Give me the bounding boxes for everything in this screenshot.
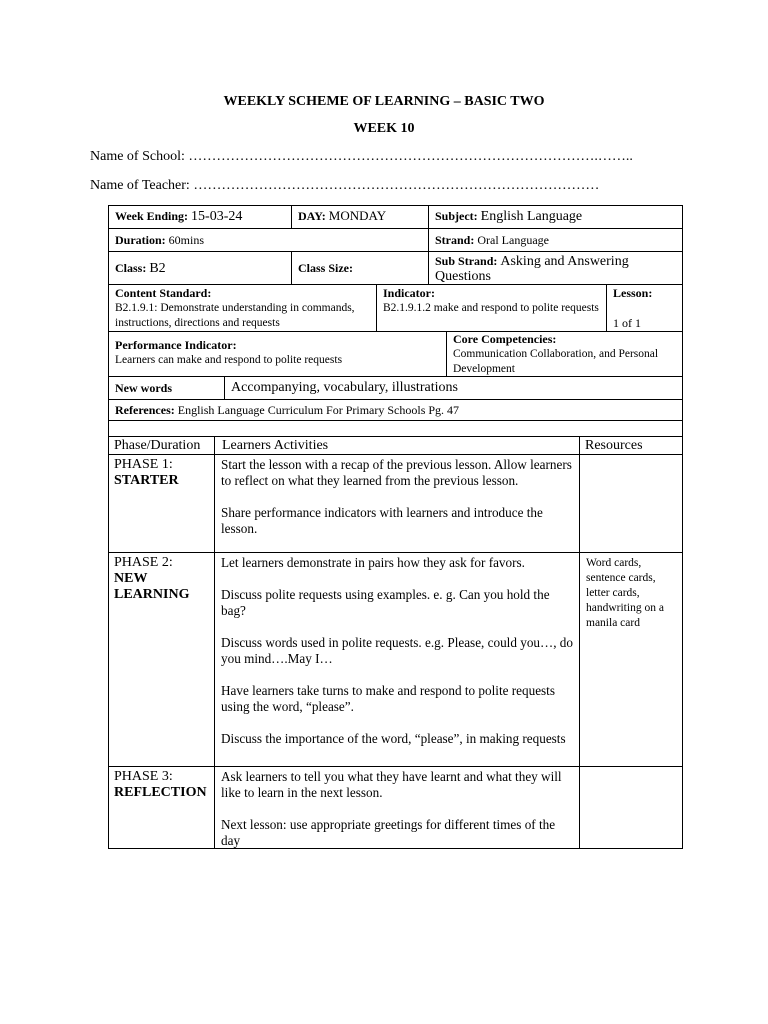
activity-paragraph: Discuss the importance of the word, “please”, in making requests (221, 731, 566, 746)
phase-2-number: PHASE 2: (114, 555, 173, 570)
core-competencies-label: Core Competencies: (453, 332, 557, 346)
class-size-cell (291, 251, 429, 285)
phase-2-activities (214, 552, 580, 767)
new-words-label: New words (115, 381, 172, 395)
week-ending-label: Week Ending: (115, 209, 189, 223)
spacer-row (108, 420, 683, 437)
strand-cell (428, 228, 683, 252)
phase-3-cell (108, 766, 215, 849)
performance-indicator-cell (108, 331, 447, 377)
subject-cell (428, 205, 683, 229)
phase-1-resources (579, 454, 683, 553)
class-cell (108, 251, 292, 285)
phase-2-cell (108, 552, 215, 767)
phase-1-number: PHASE 1: (114, 457, 173, 472)
phase-3-number: PHASE 3: (114, 769, 173, 784)
lesson-cell (606, 284, 683, 332)
teacher-name-line: Name of Teacher: …………………………………………………………………………… (90, 178, 600, 193)
indicator-cell (376, 284, 607, 332)
activity-paragraph: Let learners demonstrate in pairs how they ask for favors. (221, 555, 525, 570)
content-standard-label: Content Standard: (115, 286, 212, 300)
activity-paragraph: Discuss polite requests using examples. e. g. Can you hold the bag? (221, 587, 550, 618)
class-size-label: Class Size: (298, 261, 353, 275)
references-value: English Language Curriculum For Primary Schools Pg. 47 (177, 403, 460, 417)
duration-label: Duration: (115, 233, 166, 247)
performance-indicator-label: Performance Indicator: (115, 338, 237, 352)
content-standard-cell (108, 284, 377, 332)
phase-3-activities (214, 766, 580, 849)
day-value: MONDAY (328, 208, 387, 223)
activities-header: Learners Activities (214, 436, 580, 455)
resources-header: Resources (579, 436, 683, 455)
subject-label: Subject: (435, 209, 478, 223)
subject-value: English Language (480, 209, 583, 224)
activity-paragraph: Discuss words used in polite requests. e.g. Please, could you…, do you mind….May I… (221, 635, 573, 666)
lesson-label: Lesson: (613, 286, 653, 300)
week-title: WEEK 10 (353, 121, 415, 136)
strand-label: Strand: (435, 233, 475, 247)
duration-value: 60mins (168, 233, 205, 247)
phase-2-name: NEW LEARNING (114, 571, 190, 602)
activity-paragraph: Ask learners to tell you what they have learnt and what they will like to learn in the next lesson. (221, 769, 562, 800)
class-value: B2 (149, 261, 166, 276)
phase-1-name: STARTER (114, 473, 179, 488)
sub-strand-label: Sub Strand: (435, 254, 498, 268)
references-cell (108, 399, 683, 421)
day-label: DAY: (298, 209, 326, 223)
indicator-value: B2.1.9.1.2 make and respond to polite requests (383, 302, 599, 314)
phase-3-resources (579, 766, 683, 849)
activity-paragraph: Have learners take turns to make and respond to polite requests using the word, “please”. (221, 683, 555, 714)
content-standard-value: B2.1.9.1: Demonstrate understanding in commands, instructions, directions and requests (115, 302, 355, 329)
indicator-label: Indicator: (383, 286, 435, 300)
sub-strand-value: Asking and Answering Questions (435, 254, 629, 284)
week-ending-cell (108, 205, 292, 229)
school-name-line: Name of School: …………………………………………………………………………….…….. (90, 149, 633, 164)
new-words-value: Accompanying, vocabulary, illustrations (231, 380, 458, 395)
core-competencies-value: Communication Collaboration, and Personal Development (453, 348, 659, 375)
lesson-value: 1 of 1 (613, 316, 641, 330)
activity-paragraph: Share performance indicators with learners and introduce the lesson. (221, 505, 543, 536)
phase-1-cell (108, 454, 215, 553)
phase-3-name: REFLECTION (114, 785, 207, 800)
phase-2-resources: Word cards, sentence cards, letter cards, handwriting on a manila card (579, 552, 683, 767)
new-words-label-cell (108, 376, 225, 400)
phase-header: Phase/Duration (108, 436, 215, 455)
activity-paragraph: Start the lesson with a recap of the previous lesson. Allow learners to reflect on what they learned from the previous lesson. (221, 457, 572, 488)
duration-cell (108, 228, 429, 252)
strand-value: Oral Language (477, 233, 549, 247)
activity-paragraph: Next lesson: use appropriate greetings for different times of the day (221, 817, 556, 848)
class-label: Class: (115, 261, 147, 275)
phase-1-activities (214, 454, 580, 553)
week-ending-value: 15-03-24 (191, 209, 243, 224)
document-title: WEEKLY SCHEME OF LEARNING – BASIC TWO (223, 94, 545, 109)
sub-strand-cell (428, 251, 683, 285)
performance-indicator-value: Learners can make and respond to polite requests (115, 354, 343, 366)
new-words-value-cell (224, 376, 683, 400)
core-competencies-cell (446, 331, 683, 377)
references-label: References: (115, 403, 175, 417)
day-cell (291, 205, 429, 229)
